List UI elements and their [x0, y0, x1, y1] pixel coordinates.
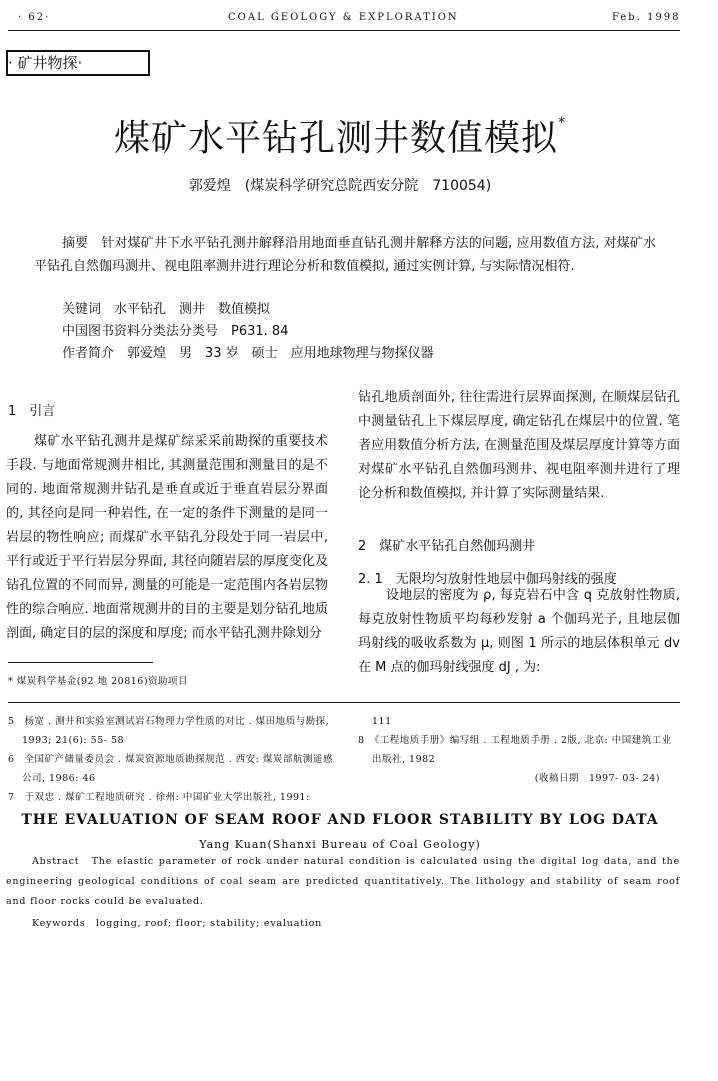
section-heading-gamma: 2 煤矿水平钻孔自然伽玛测井 [358, 539, 536, 554]
english-author: Yang Kuan(Shanxi Bureau of Coal Geology) [199, 838, 481, 851]
paper-title [0, 110, 680, 161]
section-heading-intro: 1 引言 [8, 404, 56, 419]
references-right [358, 712, 680, 788]
english-abstract: Abstract The elastic parameter of rock under natural condition is calculated using the digital log data, and the engineering geological conditions of coal seam are predicted quantitatively. The lithology and stability of seam roof and floor rocks could be evaluated. [6, 856, 680, 907]
reference-item: 7 于双忠 . 煤矿工程地质研究 . 徐州: 中国矿业大学出版社, 1991: [8, 792, 310, 803]
gamma-body: 设地层的密度为 ρ, 每克岩石中含 q 克放射性物质, 每克放射性物质平均每秒发射 a 个伽玛光子, 且地层伽玛射线的吸收系数为 μ, 则图 1 所示的地层体积单元 dv 在 M 点的伽玛射线强度 dJ , 为: [358, 588, 680, 675]
english-title: THE EVALUATION OF SEAM ROOF AND FLOOR STABILITY BY LOG DATA [21, 812, 659, 828]
section-label: · 矿井物探· [6, 50, 150, 76]
right-col-body: 钻孔地质剖面外, 往往需进行层界面探测, 在顺煤层钻孔中测量钻孔上下煤层厚度, 确定钻孔在煤层中的位置. 笔者应用数值分析方法, 在测量范围及煤层厚度计算等方面对煤矿水平钻孔自然伽玛测井、视电阻率测井进行了理论分析和数值模拟, 并计算了实际测量结果. [358, 390, 680, 501]
title-text: 煤矿水平钻孔测井数值模拟 [113, 118, 558, 159]
keywords-cn: 关键词 水平钻孔 测井 数值模拟 [62, 302, 271, 317]
author-bio: 作者简介 郭爱煌 男 33 岁 硕士 应用地球物理与物探仪器 [62, 346, 434, 361]
title-footnote-mark: * [558, 115, 566, 131]
funding-footnote: * 煤炭科学基金(92 地 20816)资助项目 [8, 676, 189, 687]
journal-name: COAL GEOLOGY & EXPLORATION [228, 12, 459, 23]
references-rule [8, 702, 680, 703]
reference-item: 6 全国矿产储量委员会 . 煤炭资源地质勘探规范 . 西安: 煤炭部航测遥感公司, 1986: 46 [8, 754, 333, 784]
references-left [8, 712, 333, 807]
author-affiliation: 郭爱煌 (煤炭科学研究总院西安分院 710054) [188, 178, 492, 194]
clc-number: 中国图书资料分类法分类号 P631. 84 [62, 324, 289, 339]
reference-item: 5 杨宽 . 测井和实验室测试岩石物理力学性质的对比 . 煤田地质与勘探, 1993; 21(6): 55- 58 [8, 716, 330, 746]
reference-item: 111 [372, 716, 392, 727]
footnote-rule [8, 662, 153, 663]
header-rule [8, 30, 680, 31]
subsection-heading: 2. 1 无限均匀放射性地层中伽玛射线的强度 [358, 572, 617, 587]
abstract-cn: 摘要 针对煤矿井下水平钻孔测井解释沿用地面垂直钻孔测井解释方法的问题, 应用数值方法, 对煤矿水平钻孔自然伽玛测井、视电阻率测井进行理论分析和数值模拟, 通过实例计算, 与实际情况相符. [34, 236, 656, 274]
issue-date: Feb. 1998 [612, 12, 681, 23]
page-number: · 62· [18, 12, 51, 23]
english-keywords: Keywords logging, roof; floor; stability; evaluation [32, 918, 323, 929]
reference-item: 8 《工程地质手册》编写组 . 工程地质手册 . 2版, 北京: 中国建筑工业出版社, 1982 [358, 735, 672, 765]
received-date: (收稿日期 1997- 03- 24) [534, 773, 660, 784]
intro-body: 煤矿水平钻孔测井是煤矿综采采前勘探的重要技术手段. 与地面常规测井相比, 其测量范围和测量目的是不同的. 地面常规测井钻孔是垂直或近于垂直岩层分界面的, 其径向是同一种岩性, 在一定的条件下测量的是同一岩层的物性响应; 而煤矿水平钻孔分段处于同一岩层中, 平行或近于平行岩层分界面, 其径向随岩层的厚度变化及钻孔位置的不同而异, 测量的可能是一定范围内各岩层物性的综合响应. 地面常规测井的目的主要是划分钻孔地质剖面, 确定目的层的深度和厚度; 而水平钻孔测井除划分 [6, 434, 328, 641]
